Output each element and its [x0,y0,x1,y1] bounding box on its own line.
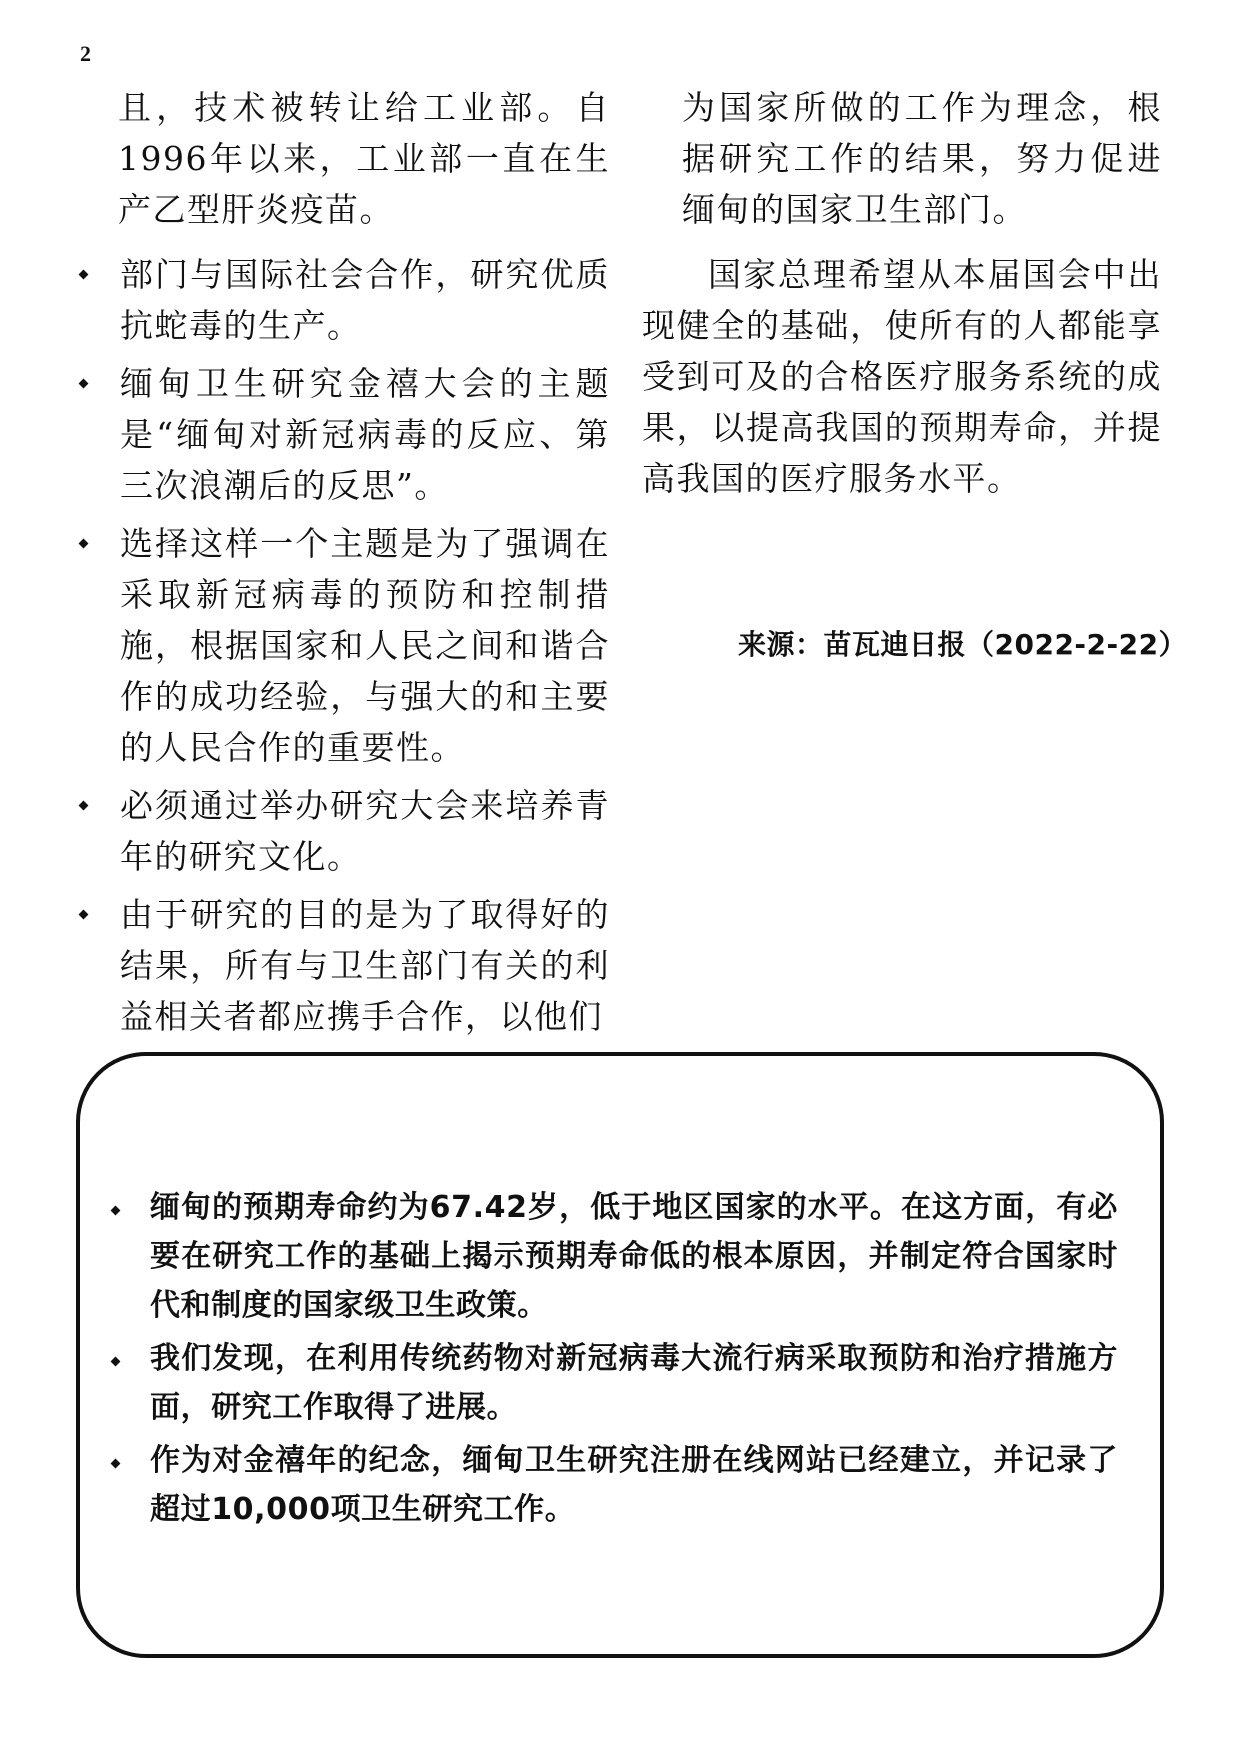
list-item [110,1334,1118,1432]
list-item-text: 我们发现，在利用传统药物对新冠病毒大流行病采取预防和治疗措施方面，研究工作取得了进展。 [150,1341,1118,1425]
list-item [78,358,610,511]
list-item [110,1436,1118,1534]
list-item-text: 选择这样一个主题是为了强调在采取新冠病毒的预防和控制措施，根据国家和人民之间和谐合作的成功经验，与强大的和主要的人民合作的重要性。 [120,524,610,767]
right-continuation-paragraph: 为国家所做的工作为理念，根据研究工作的结果，努力促进缅甸的国家卫生部门。 [682,88,1162,229]
list-item-text: 缅甸卫生研究金禧大会的主题是“缅甸对新冠病毒的反应、第三次浪潮后的反思”。 [120,364,610,505]
summary-box [76,1052,1164,1658]
list-item [110,1183,1118,1330]
list-item-text: 作为对金禧年的纪念，缅甸卫生研究注册在线网站已经建立，并记录了超过10,000项卫生研究工作。 [150,1443,1118,1527]
diamond-bullet-icon [80,263,91,277]
diamond-bullet-icon [112,1350,123,1364]
list-item [78,780,610,882]
diamond-bullet-icon [80,532,91,546]
page-number: 2 [80,41,91,66]
diamond-bullet-icon [80,794,91,808]
diamond-bullet-icon [112,1452,123,1466]
list-item-text: 部门与国际社会合作，研究优质抗蛇毒的生产。 [120,255,610,345]
left-bullet-list [78,249,610,1042]
list-item [78,249,610,351]
list-item-text: 必须通过举办研究大会来培养青年的研究文化。 [120,786,610,876]
list-item-text: 由于研究的目的是为了取得好的结果，所有与卫生部门有关的利益相关者都应携手合作，以他们 [120,895,610,1036]
summary-bullet-list [110,1183,1118,1538]
left-column [78,82,610,1049]
diamond-bullet-icon [80,372,91,386]
list-item [78,889,610,1042]
diamond-bullet-icon [112,1199,123,1213]
diamond-bullet-icon [80,903,91,917]
right-column [642,82,1162,518]
list-item-text: 缅甸的预期寿命约为67.42岁，低于地区国家的水平。在这方面，有必要在研究工作的基础上揭示预期寿命低的根本原因，并制定符合国家时代和制度的国家级卫生政策。 [150,1190,1118,1323]
premier-paragraph: 国家总理希望从本届国会中出现健全的基础，使所有的人都能享受到可及的合格医疗服务系统的成果，以提高我国的预期寿命，并提高我国的医疗服务水平。 [642,255,1162,498]
source-citation: 来源：苗瓦迪日报（2022-2-22） [738,628,1188,661]
left-continuation-paragraph: 且，技术被转让给工业部。自1996年以来，工业部一直在生产乙型肝炎疫苗。 [118,88,610,229]
list-item [78,518,610,773]
